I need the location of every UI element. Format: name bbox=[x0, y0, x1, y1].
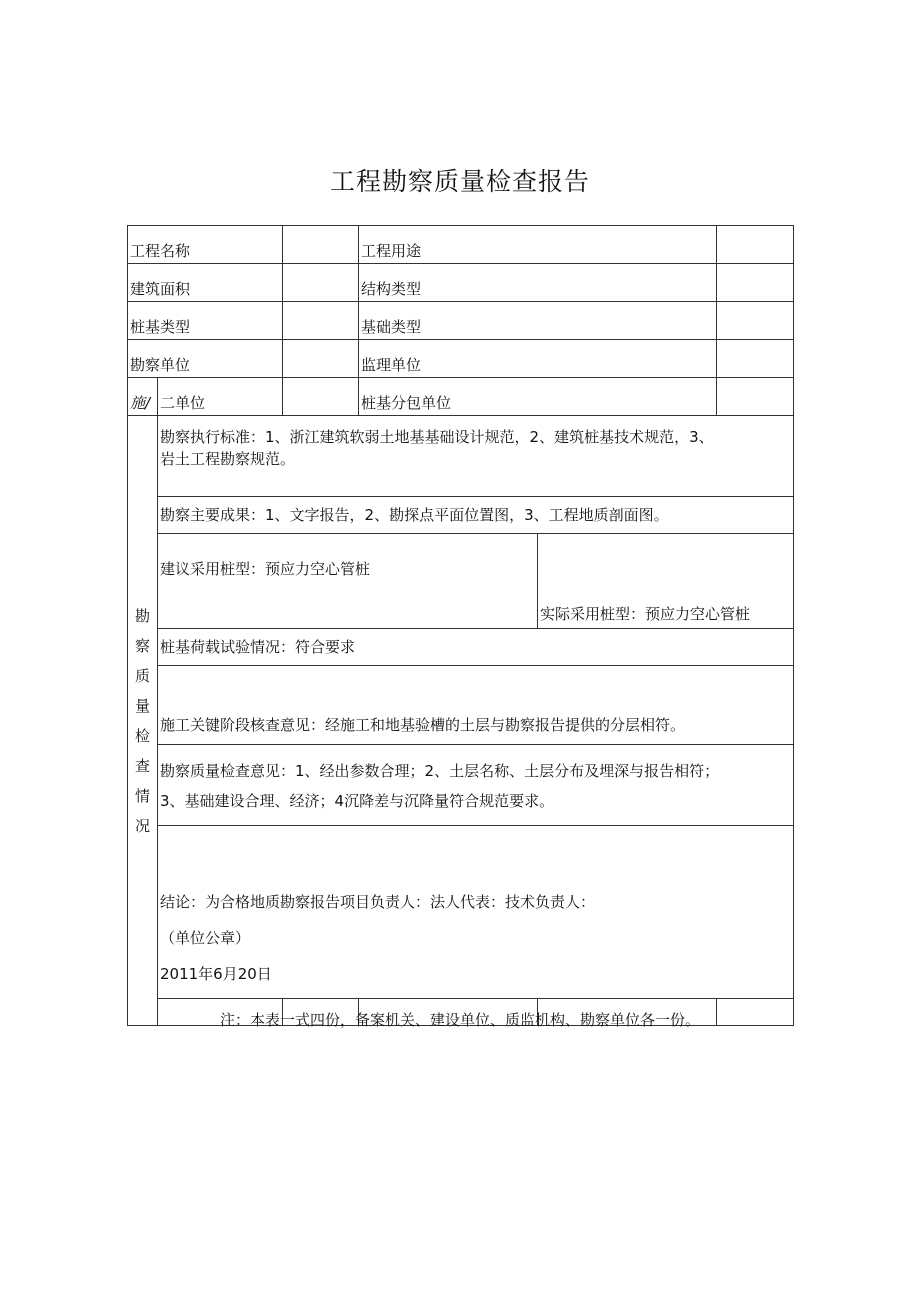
label-pile-type: 桩基类型 bbox=[128, 302, 283, 340]
value-supervision-unit[interactable] bbox=[717, 340, 794, 378]
label-structure-type: 结构类型 bbox=[359, 264, 717, 302]
results-row bbox=[128, 497, 794, 534]
info-row bbox=[128, 226, 794, 264]
label-construction-unit-prefix: 施/ bbox=[128, 378, 158, 416]
label-construction-unit: 二单位 bbox=[158, 378, 283, 416]
label-foundation-type: 基础类型 bbox=[359, 302, 717, 340]
key-stage-text: 施工关键阶段核查意见：经施工和地基验槽的土层与勘察报告提供的分层相符。 bbox=[158, 666, 794, 745]
value-pile-type[interactable] bbox=[283, 302, 359, 340]
construction-unit-row bbox=[128, 378, 794, 416]
value-foundation-type[interactable] bbox=[717, 302, 794, 340]
value-survey-unit[interactable] bbox=[283, 340, 359, 378]
info-row bbox=[128, 340, 794, 378]
opinion-row bbox=[128, 745, 794, 826]
label-project-name: 工程名称 bbox=[128, 226, 283, 264]
label-project-use: 工程用途 bbox=[359, 226, 717, 264]
standard-row bbox=[128, 416, 794, 497]
info-row bbox=[128, 264, 794, 302]
conclusion-cell bbox=[158, 826, 794, 999]
value-project-name[interactable] bbox=[283, 226, 359, 264]
opinion-line-1: 勘察质量检查意见：1、经出参数合理；2、土层名称、土层分布及埋深与报告相符； bbox=[160, 762, 720, 780]
suggested-pile-text: 建议采用桩型：预应力空心管桩 bbox=[158, 534, 538, 629]
results-text: 勘察主要成果：1、文字报告，2、勘探点平面位置图，3、工程地质剖面图。 bbox=[158, 497, 794, 534]
label-supervision-unit: 监理单位 bbox=[359, 340, 717, 378]
value-building-area[interactable] bbox=[283, 264, 359, 302]
key-stage-row bbox=[128, 666, 794, 745]
value-construction-unit[interactable] bbox=[283, 378, 359, 416]
standard-line-1: 勘察执行标准：1、浙江建筑软弱土地基基础设计规范，2、建筑桩基技术规范，3、 bbox=[160, 428, 714, 446]
standard-cell bbox=[158, 416, 794, 497]
load-test-row bbox=[128, 629, 794, 666]
conclusion-text: 结论：为合格地质勘察报告项目负责人：法人代表：技术负责人： bbox=[160, 893, 596, 911]
page-title: 工程勘察质量检查报告 bbox=[329, 167, 590, 196]
date-text: 2011年6月20日 bbox=[160, 965, 272, 983]
side-label-cell bbox=[128, 416, 158, 1026]
value-project-use[interactable] bbox=[717, 226, 794, 264]
pile-type-row bbox=[128, 534, 794, 629]
value-pile-subcontractor[interactable] bbox=[717, 378, 794, 416]
label-survey-unit: 勘察单位 bbox=[128, 340, 283, 378]
report-table bbox=[127, 225, 794, 1026]
value-structure-type[interactable] bbox=[717, 264, 794, 302]
label-building-area: 建筑面积 bbox=[128, 264, 283, 302]
footer-note: 注：本表一式四份，备案机关、建设单位、质监机构、勘察单位各一份。 bbox=[219, 1011, 700, 1029]
load-test-text: 桩基荷载试验情况：符合要求 bbox=[158, 629, 794, 666]
info-row bbox=[128, 302, 794, 340]
seal-text: （单位公章） bbox=[160, 929, 251, 947]
label-pile-subcontractor: 桩基分包单位 bbox=[359, 378, 717, 416]
side-label: 勘察质量检查情况 bbox=[134, 606, 150, 835]
actual-pile-text: 实际采用桩型：预应力空心管桩 bbox=[538, 534, 794, 629]
opinion-cell bbox=[158, 745, 794, 826]
opinion-line-2: 3、基础建设合理、经济；4沉降差与沉降量符合规范要求。 bbox=[160, 792, 555, 810]
conclusion-row bbox=[128, 826, 794, 999]
standard-line-2: 岩土工程勘察规范。 bbox=[160, 450, 296, 468]
